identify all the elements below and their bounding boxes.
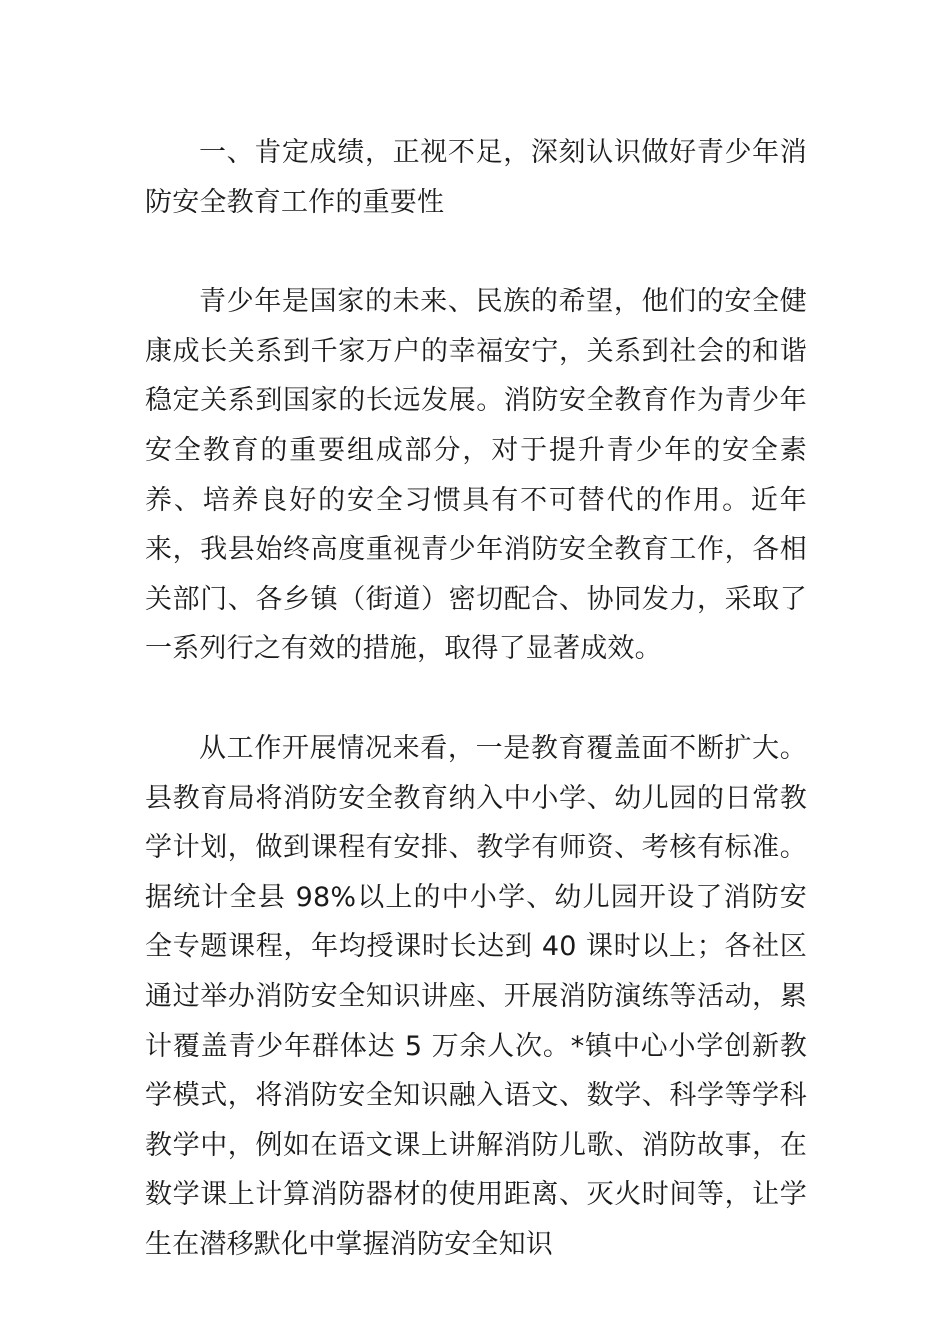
paragraph-coverage: 从工作开展情况来看，一是教育覆盖面不断扩大。县教育局将消防安全教育纳入中小学、幼儿园的日常教学计划，做到课程有安排、教学有师资、考核有标准。据统计全县 98%以上的中小学、幼儿园开设了消防安全专题课程，年均授课时长达到 40 课时以上；各社区通过举办消防安全知识讲座、开展消防演练等活动，累计覆盖青少年群体达 5 万余人次。*镇中心小学创新教学模式，将消防安全知识融入语文、数学、科学等学科教学中，例如在语文课上讲解消防儿歌、消防故事，在数学课上计算消防器材的使用距离、灭火时间等，让学生在潜移默化中掌握消防安全知识: [145, 732, 807, 1260]
paragraph-importance: 青少年是国家的未来、民族的希望，他们的安全健康成长关系到千家万户的幸福安宁，关系到社会的和谐稳定关系到国家的长远发展。消防安全教育作为青少年安全教育的重要组成部分，对于提升青少年的安全素养、培养良好的安全习惯具有不可替代的作用。近年来，我县始终高度重视青少年消防安全教育工作，各相关部门、各乡镇（街道）密切配合、协同发力，采取了一系列行之有效的措施，取得了显著成效。: [145, 286, 807, 665]
document-page: [145, 128, 807, 1269]
section-heading: 一、肯定成绩，正视不足，深刻认识做好青少年消防安全教育工作的重要性: [145, 137, 807, 218]
